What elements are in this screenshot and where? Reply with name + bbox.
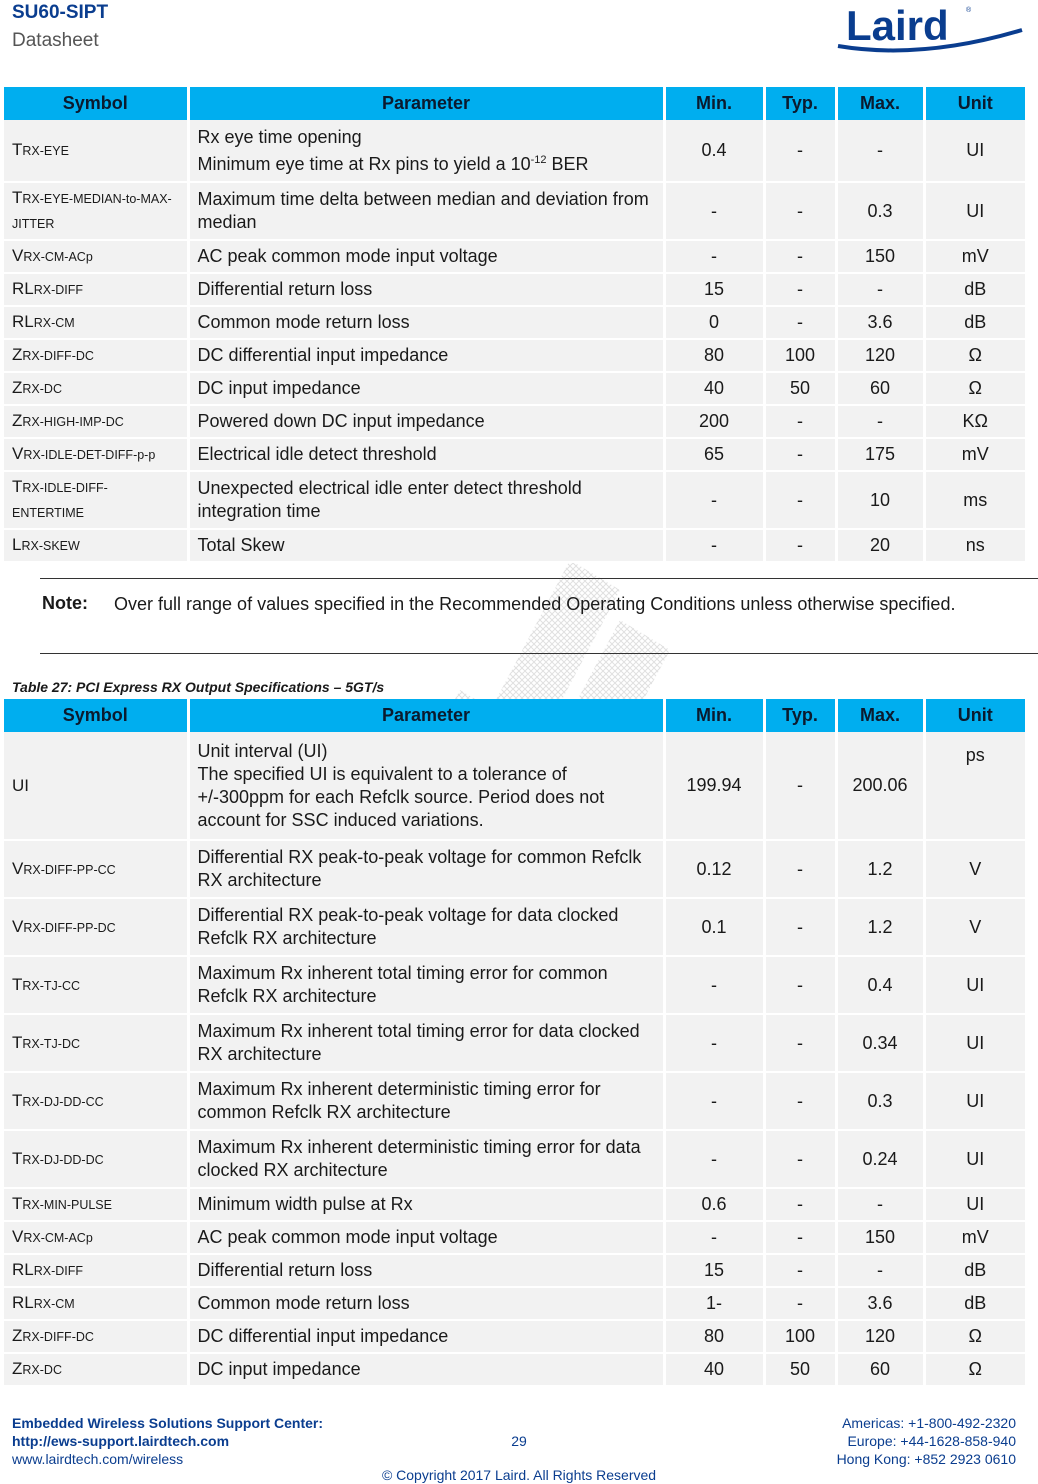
typ-cell: - <box>764 898 836 956</box>
symbol-main: Z <box>12 1326 23 1345</box>
table-row <box>4 1221 1025 1254</box>
website-link[interactable]: www.lairdtech.com/wireless <box>12 1451 184 1467</box>
table-row <box>4 1130 1025 1188</box>
typ-cell: - <box>764 120 836 182</box>
symbol-subscript: RX-DIFF-PP-CC <box>23 862 116 877</box>
min-cell: - <box>664 956 764 1014</box>
symbol-cell <box>4 1254 188 1287</box>
parameter-superscript: -12 <box>530 153 547 166</box>
column-header: Unit <box>924 87 1025 120</box>
parameter-cell <box>188 182 664 240</box>
parameter-cell <box>188 405 664 438</box>
table-row <box>4 1254 1025 1287</box>
unit-cell: mV <box>924 1221 1025 1254</box>
parameter-line: DC input impedance <box>197 1359 361 1379</box>
max-cell: 120 <box>836 339 924 372</box>
parameter-line: Maximum time delta between median and deviation from median <box>197 189 649 232</box>
symbol-subscript: RX-CM <box>33 316 75 330</box>
parameter-cell <box>188 438 664 471</box>
symbol-subscript: RX-DC <box>22 1363 62 1377</box>
table-row <box>4 898 1025 956</box>
min-cell: 0.12 <box>664 840 764 898</box>
support-title: Embedded Wireless Solutions Support Center: <box>12 1415 324 1431</box>
symbol-main: Z <box>12 378 23 397</box>
parameter-line: Differential RX peak-to-peak voltage for data clocked Refclk RX architecture <box>197 905 619 948</box>
parameter-line: Electrical idle detect threshold <box>197 444 437 464</box>
parameter-line: Minimum width pulse at Rx <box>197 1194 413 1214</box>
typ-cell: - <box>764 405 836 438</box>
parameter-line: Maximum Rx inherent total timing error for common Refclk RX architecture <box>197 963 608 1006</box>
table-rx-output-specs <box>4 699 1025 1387</box>
column-header: Unit <box>924 699 1025 732</box>
unit-cell: ps <box>924 732 1025 840</box>
column-header: Min. <box>664 699 764 732</box>
table-row <box>4 438 1025 471</box>
typ-cell: - <box>764 1254 836 1287</box>
table-row <box>4 1188 1025 1221</box>
table-row <box>4 1320 1025 1353</box>
table-row <box>4 1072 1025 1130</box>
symbol-cell <box>4 1221 188 1254</box>
unit-cell: Ω <box>924 1353 1025 1386</box>
typ-cell: - <box>764 956 836 1014</box>
max-cell: 0.34 <box>836 1014 924 1072</box>
max-cell: 0.3 <box>836 1072 924 1130</box>
symbol-main: T <box>12 974 23 994</box>
table-row <box>4 471 1025 529</box>
unit-cell: UI <box>924 956 1025 1014</box>
unit-cell: ms <box>924 471 1025 529</box>
parameter-cell <box>188 1130 664 1188</box>
unit-cell: KΩ <box>924 405 1025 438</box>
unit-cell: mV <box>924 438 1025 471</box>
unit-cell: V <box>924 840 1025 898</box>
parameter-line: AC peak common mode input voltage <box>197 1227 498 1247</box>
min-cell: 0.1 <box>664 898 764 956</box>
column-header: Max. <box>836 699 924 732</box>
parameter-line: Maximum Rx inherent deterministic timing error for data clocked RX architecture <box>197 1137 641 1180</box>
symbol-cell <box>4 438 188 471</box>
column-header: Max. <box>836 87 924 120</box>
parameter-line: Powered down DC input impedance <box>197 411 485 431</box>
min-cell: 40 <box>664 372 764 405</box>
parameter-cell <box>188 1072 664 1130</box>
symbol-cell <box>4 1287 188 1320</box>
min-cell: 80 <box>664 339 764 372</box>
parameter-cell <box>188 1320 664 1353</box>
max-cell: 150 <box>836 240 924 273</box>
parameter-line: Common mode return loss <box>197 312 410 332</box>
symbol-main: RL <box>12 279 34 298</box>
typ-cell: - <box>764 529 836 562</box>
symbol-main: T <box>12 188 23 207</box>
symbol-subscript: RX-DJ-DD-CC <box>22 1094 104 1109</box>
parameter-line: Differential return loss <box>197 1260 373 1280</box>
table-row <box>4 405 1025 438</box>
typ-cell: - <box>764 1188 836 1221</box>
max-cell: 0.24 <box>836 1130 924 1188</box>
symbol-cell <box>4 1320 188 1353</box>
typ-cell: - <box>764 471 836 529</box>
symbol-subscript: RX-DIFF-DC <box>22 1330 94 1344</box>
typ-cell: - <box>764 840 836 898</box>
svg-text:®: ® <box>966 7 972 14</box>
parameter-cell <box>188 840 664 898</box>
symbol-cell <box>4 1188 188 1221</box>
min-cell: - <box>664 1130 764 1188</box>
symbol-cell <box>4 471 188 529</box>
max-cell: 150 <box>836 1221 924 1254</box>
max-cell: 0.3 <box>836 182 924 240</box>
symbol-subscript: RX-IDLE-DIFF-ENTERTIME <box>12 481 108 520</box>
typ-cell: - <box>764 182 836 240</box>
logo-text: Laird <box>846 2 949 49</box>
max-cell: 1.2 <box>836 898 924 956</box>
max-cell: - <box>836 120 924 182</box>
column-header: Parameter <box>188 87 664 120</box>
symbol-main: V <box>12 858 24 878</box>
table-header-row <box>4 87 1025 120</box>
min-cell: - <box>664 240 764 273</box>
parameter-cell <box>188 1254 664 1287</box>
symbol-subscript: RX-DIFF-PP-DC <box>23 920 116 935</box>
parameter-cell <box>188 306 664 339</box>
typ-cell: - <box>764 1221 836 1254</box>
table-row <box>4 732 1025 840</box>
column-header: Typ. <box>764 87 836 120</box>
min-cell: 80 <box>664 1320 764 1353</box>
symbol-subscript: RX-SKEW <box>21 539 80 553</box>
max-cell: - <box>836 273 924 306</box>
parameter-line: Total Skew <box>197 535 285 555</box>
min-cell: 200 <box>664 405 764 438</box>
symbol-main: UI <box>12 776 29 795</box>
table-row <box>4 306 1025 339</box>
typ-cell: - <box>764 240 836 273</box>
min-cell: - <box>664 471 764 529</box>
symbol-cell <box>4 339 188 372</box>
parameter-line: Common mode return loss <box>197 1293 410 1313</box>
symbol-subscript: RX-EYE-MEDIAN-to-MAX-JITTER <box>12 192 172 231</box>
unit-cell: UI <box>924 182 1025 240</box>
parameter-line <box>198 149 655 176</box>
page-number: 29 <box>511 1433 527 1449</box>
typ-cell: 50 <box>764 372 836 405</box>
symbol-main: RL <box>12 1293 34 1312</box>
max-cell: 20 <box>836 529 924 562</box>
symbol-main: Z <box>12 1359 23 1378</box>
parameter-line: DC differential input impedance <box>197 345 449 365</box>
table-row <box>4 1353 1025 1386</box>
typ-cell: 100 <box>764 339 836 372</box>
symbol-cell <box>4 956 188 1014</box>
symbol-cell <box>4 529 188 562</box>
parameter-cell <box>188 529 664 562</box>
symbol-subscript: RX-DJ-DD-DC <box>22 1152 104 1167</box>
table-caption: Table 27: PCI Express RX Output Specifications – 5GT/s <box>12 679 385 695</box>
parameter-cell <box>188 1014 664 1072</box>
symbol-main: Z <box>12 411 23 430</box>
column-header: Parameter <box>188 699 664 732</box>
parameter-line: The specified UI is equivalent to a tolerance of +/-300ppm for each Refclk source. Period does not account for SSC induced variations. <box>197 763 605 830</box>
unit-cell: dB <box>924 1254 1025 1287</box>
symbol-main: V <box>12 246 24 265</box>
min-cell: 0.6 <box>664 1188 764 1221</box>
symbol-main: T <box>12 1148 23 1168</box>
min-cell: 0 <box>664 306 764 339</box>
unit-cell: dB <box>924 306 1025 339</box>
symbol-subscript: RX-DIFF <box>33 1264 84 1278</box>
table-header-row <box>4 699 1025 732</box>
parameter-cell <box>188 1287 664 1320</box>
symbol-subscript: RX-DC <box>22 382 62 396</box>
symbol-main: T <box>12 1194 23 1213</box>
parameter-text: BER <box>546 153 589 174</box>
typ-cell: - <box>764 1014 836 1072</box>
symbol-main: T <box>12 1032 23 1052</box>
parameter-line: Maximum Rx inherent total timing error for data clocked RX architecture <box>197 1021 640 1064</box>
table-row <box>4 956 1025 1014</box>
phone-europe: Europe: +44-1628-858-940 <box>847 1433 1016 1449</box>
symbol-cell <box>4 1014 188 1072</box>
symbol-cell <box>4 182 188 240</box>
parameter-line: Differential RX peak-to-peak voltage for common Refclk RX architecture <box>197 847 642 890</box>
symbol-main: Z <box>12 345 23 364</box>
min-cell: 0.4 <box>664 120 764 182</box>
copyright: © Copyright 2017 Laird. All Rights Reserved <box>381 1467 657 1483</box>
note-text: Over full range of values specified in the Recommended Operating Conditions unless otherwise specified. <box>114 594 956 614</box>
table-row <box>4 339 1025 372</box>
parameter-line: Unit interval (UI) <box>197 740 328 761</box>
symbol-subscript: RX-IDLE-DET-DIFF-p-p <box>23 448 156 462</box>
symbol-cell <box>4 840 188 898</box>
parameter-cell <box>188 273 664 306</box>
symbol-main: T <box>12 477 23 496</box>
note-box <box>40 578 1038 654</box>
typ-cell: - <box>764 1072 836 1130</box>
doc-title: SU60-SIPT <box>12 2 109 23</box>
unit-cell: Ω <box>924 339 1025 372</box>
max-cell: 200.06 <box>836 732 924 840</box>
table-row <box>4 182 1025 240</box>
symbol-subscript: RX-CM <box>33 1297 75 1311</box>
unit-cell: UI <box>924 1072 1025 1130</box>
typ-cell: - <box>764 732 836 840</box>
parameter-line: Maximum Rx inherent deterministic timing error for common Refclk RX architecture <box>197 1079 601 1122</box>
symbol-cell <box>4 1130 188 1188</box>
parameter-cell <box>188 471 664 529</box>
min-cell: 15 <box>664 1254 764 1287</box>
unit-cell: mV <box>924 240 1025 273</box>
parameter-cell <box>188 956 664 1014</box>
parameter-line: DC input impedance <box>197 378 361 398</box>
phone-hongkong: Hong Kong: +852 2923 0610 <box>836 1451 1016 1467</box>
parameter-line: Differential return loss <box>197 279 373 299</box>
symbol-cell <box>4 120 188 182</box>
unit-cell: dB <box>924 1287 1025 1320</box>
max-cell: 60 <box>836 372 924 405</box>
max-cell: 10 <box>836 471 924 529</box>
footer-contacts <box>837 1414 1016 1468</box>
parameter-line: AC peak common mode input voltage <box>197 246 498 266</box>
doc-subtitle: Datasheet <box>12 30 99 51</box>
symbol-main: RL <box>12 1260 34 1279</box>
min-cell: - <box>664 1221 764 1254</box>
parameter-text: Minimum eye time at Rx pins to yield a 10 <box>197 153 531 174</box>
parameter-cell <box>188 898 664 956</box>
max-cell: 3.6 <box>836 306 924 339</box>
min-cell: 1- <box>664 1287 764 1320</box>
parameter-cell <box>188 372 664 405</box>
typ-cell: - <box>764 306 836 339</box>
typ-cell: 100 <box>764 1320 836 1353</box>
column-header: Symbol <box>4 87 188 120</box>
symbol-main: L <box>12 535 22 554</box>
symbol-main: V <box>12 916 24 936</box>
max-cell: 0.4 <box>836 956 924 1014</box>
parameter-cell <box>188 120 664 182</box>
symbol-cell <box>4 273 188 306</box>
parameter-line: DC differential input impedance <box>197 1326 449 1346</box>
unit-cell: V <box>924 898 1025 956</box>
unit-cell: UI <box>924 1014 1025 1072</box>
column-header: Typ. <box>764 699 836 732</box>
min-cell: 15 <box>664 273 764 306</box>
column-header: Symbol <box>4 699 188 732</box>
parameter-cell <box>188 1188 664 1221</box>
symbol-subscript: RX-TJ-CC <box>22 978 81 993</box>
column-header: Min. <box>664 87 764 120</box>
unit-cell: dB <box>924 273 1025 306</box>
note-label: Note: <box>42 593 88 613</box>
typ-cell: - <box>764 1287 836 1320</box>
laird-logo <box>832 0 1028 56</box>
phone-americas: Americas: +1-800-492-2320 <box>842 1415 1016 1431</box>
symbol-cell <box>4 1353 188 1386</box>
symbol-subscript: RX-CM-ACp <box>23 250 93 264</box>
table-row <box>4 240 1025 273</box>
table-row <box>4 840 1025 898</box>
unit-cell: UI <box>924 120 1025 182</box>
table-row <box>4 273 1025 306</box>
symbol-cell <box>4 372 188 405</box>
typ-cell: - <box>764 1130 836 1188</box>
table-row <box>4 1287 1025 1320</box>
symbol-subscript: RX-EYE <box>22 144 69 158</box>
unit-cell: UI <box>924 1188 1025 1221</box>
min-cell: - <box>664 1014 764 1072</box>
max-cell: 60 <box>836 1353 924 1386</box>
min-cell: - <box>664 529 764 562</box>
symbol-subscript: RX-CM-ACp <box>23 1231 93 1245</box>
parameter-cell <box>188 339 664 372</box>
unit-cell: UI <box>924 1130 1025 1188</box>
max-cell: 3.6 <box>836 1287 924 1320</box>
typ-cell: - <box>764 273 836 306</box>
min-cell: - <box>664 182 764 240</box>
max-cell: 120 <box>836 1320 924 1353</box>
support-link[interactable]: http://ews-support.lairdtech.com <box>12 1433 230 1449</box>
symbol-main: RL <box>12 312 34 331</box>
symbol-cell <box>4 732 188 840</box>
unit-cell: ns <box>924 529 1025 562</box>
unit-cell: Ω <box>924 372 1025 405</box>
table-rx-specs-upper <box>4 87 1025 563</box>
symbol-cell <box>4 405 188 438</box>
max-cell: - <box>836 1254 924 1287</box>
table-row <box>4 1014 1025 1072</box>
table-row <box>4 372 1025 405</box>
max-cell: 175 <box>836 438 924 471</box>
parameter-cell <box>188 732 664 840</box>
symbol-main: T <box>12 1090 23 1110</box>
parameter-cell <box>188 240 664 273</box>
symbol-cell <box>4 1072 188 1130</box>
symbol-subscript: RX-HIGH-IMP-DC <box>22 415 124 429</box>
parameter-line: Unexpected electrical idle enter detect threshold integration time <box>197 478 582 521</box>
min-cell: 40 <box>664 1353 764 1386</box>
symbol-subscript: RX-DIFF <box>33 283 84 297</box>
symbol-subscript: RX-DIFF-DC <box>22 349 94 363</box>
symbol-main: T <box>12 140 23 159</box>
symbol-cell <box>4 898 188 956</box>
symbol-subscript: RX-TJ-DC <box>22 1036 81 1051</box>
typ-cell: - <box>764 438 836 471</box>
parameter-cell <box>188 1353 664 1386</box>
max-cell: - <box>836 1188 924 1221</box>
symbol-cell <box>4 306 188 339</box>
typ-cell: 50 <box>764 1353 836 1386</box>
symbol-subscript: RX-MIN-PULSE <box>22 1198 112 1212</box>
table-row <box>4 120 1025 182</box>
table-row <box>4 529 1025 562</box>
max-cell: - <box>836 405 924 438</box>
parameter-line: Rx eye time opening <box>197 126 362 147</box>
symbol-cell <box>4 240 188 273</box>
parameter-cell <box>188 1221 664 1254</box>
symbol-main: V <box>12 444 24 463</box>
min-cell: 65 <box>664 438 764 471</box>
symbol-main: V <box>12 1227 24 1246</box>
min-cell: - <box>664 1072 764 1130</box>
min-cell: 199.94 <box>664 732 764 840</box>
unit-cell: Ω <box>924 1320 1025 1353</box>
max-cell: 1.2 <box>836 840 924 898</box>
